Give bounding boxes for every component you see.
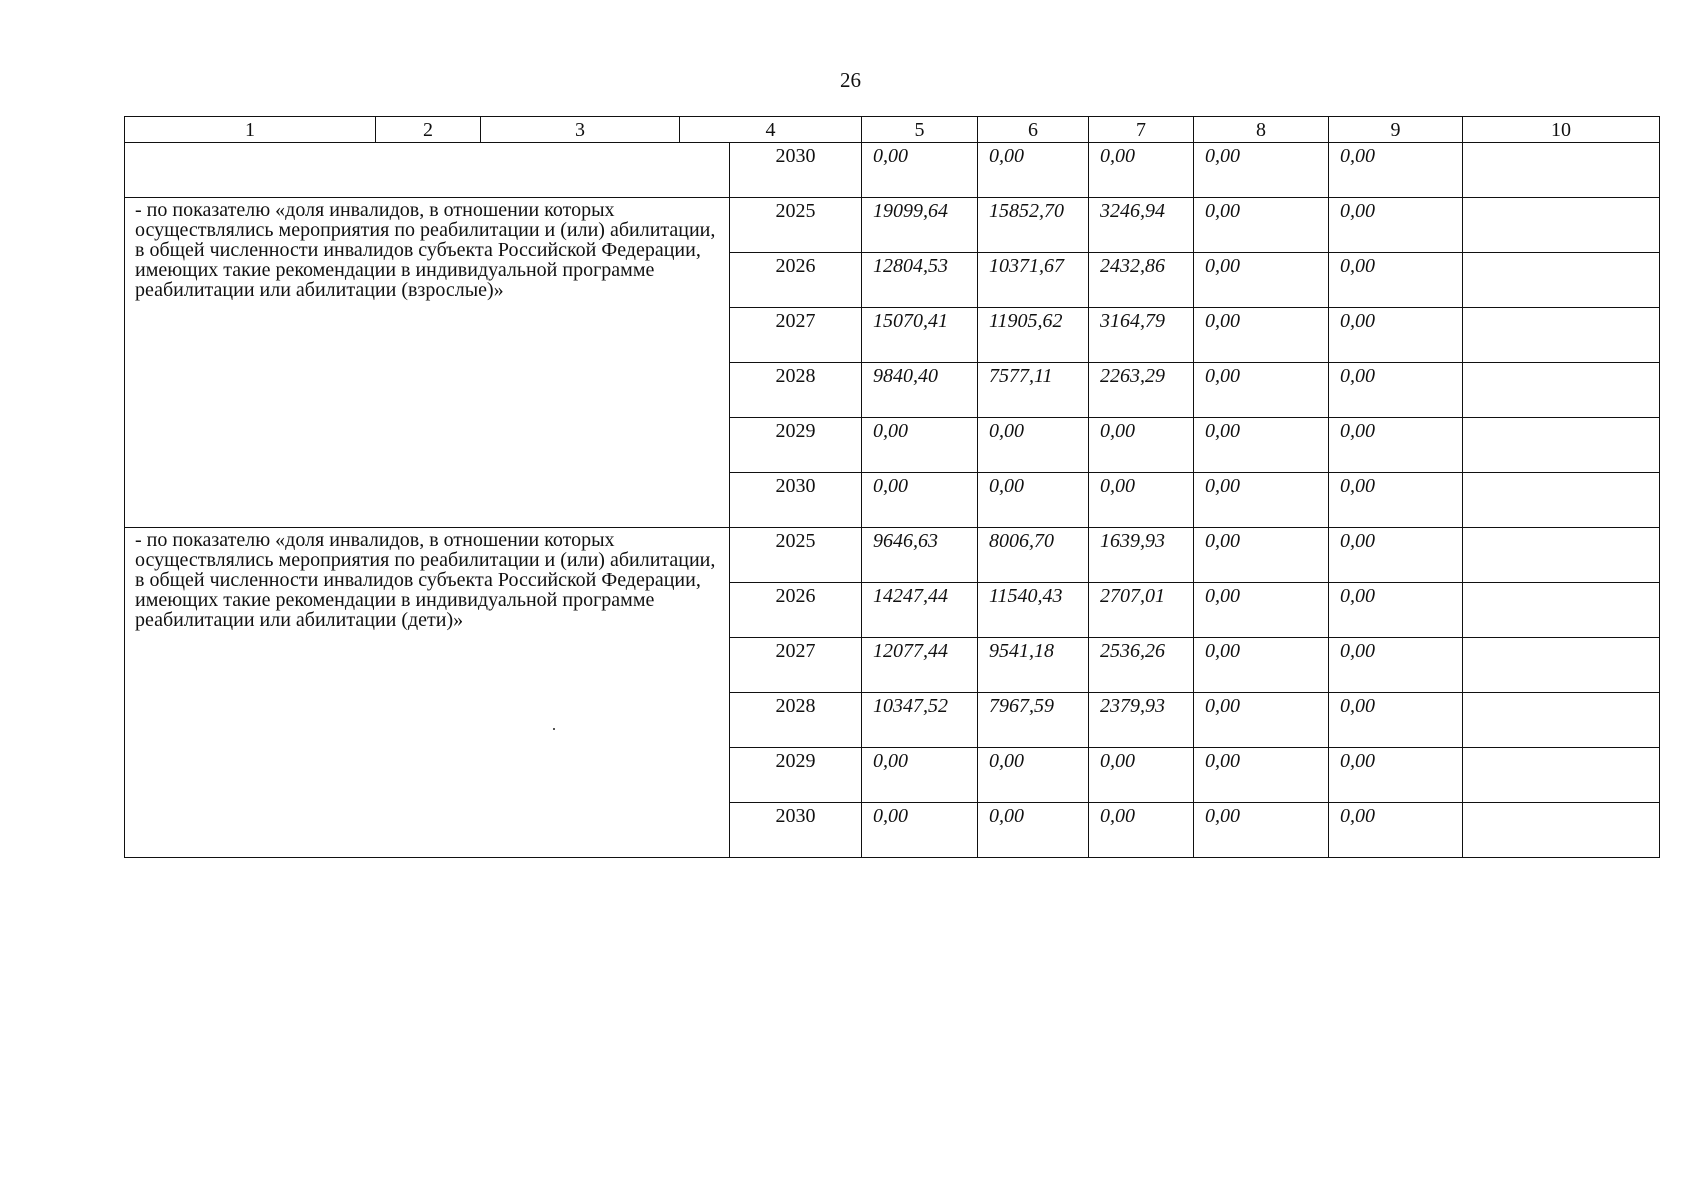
- value-cell-c10: [1463, 528, 1660, 583]
- value-cell-c7: 3246,94: [1089, 198, 1194, 253]
- value-cell-c6: 0,00: [978, 748, 1089, 803]
- indicator-label: - по показателю «доля инвалидов, в отношении которых осуществлялись мероприятия по реабилитации и (или) абилитации, в общей численности инвалидов субъекта Российской Федерации, имеющих такие рекомендации в индивидуальной программе реабилитации или абилитации (дети)»: [125, 528, 730, 858]
- year-cell: 2027: [730, 308, 862, 363]
- value-cell-c9: 0,00: [1329, 363, 1463, 418]
- value-cell-c8: 0,00: [1194, 253, 1329, 308]
- value-cell-c5: 0,00: [862, 473, 978, 528]
- value-cell-c5: 9646,63: [862, 528, 978, 583]
- value-cell-c9: 0,00: [1329, 803, 1463, 858]
- value-cell-c9: 0,00: [1329, 693, 1463, 748]
- year-cell: 2027: [730, 638, 862, 693]
- year-cell: 2030: [730, 143, 862, 198]
- year-cell: 2025: [730, 198, 862, 253]
- value-cell-c9: 0,00: [1329, 748, 1463, 803]
- value-cell-c7: 2536,26: [1089, 638, 1194, 693]
- header-col-1: 1: [125, 117, 376, 143]
- value-cell-c5: 9840,40: [862, 363, 978, 418]
- year-cell: 2028: [730, 363, 862, 418]
- value-cell-c7: 1639,93: [1089, 528, 1194, 583]
- value-cell-c10: [1463, 363, 1660, 418]
- year-cell: 2029: [730, 418, 862, 473]
- value-cell-c5: 0,00: [862, 748, 978, 803]
- value-cell-c8: 0,00: [1194, 748, 1329, 803]
- header-col-5: 5: [862, 117, 978, 143]
- value-cell-c7: 2263,29: [1089, 363, 1194, 418]
- value-cell-c7: 0,00: [1089, 473, 1194, 528]
- value-cell-c8: 0,00: [1194, 803, 1329, 858]
- header-col-3: 3: [481, 117, 680, 143]
- header-col-2: 2: [376, 117, 481, 143]
- value-cell-c10: [1463, 638, 1660, 693]
- value-cell-c5: 0,00: [862, 418, 978, 473]
- header-col-8: 8: [1194, 117, 1329, 143]
- value-cell-c10: [1463, 748, 1660, 803]
- year-cell: 2025: [730, 528, 862, 583]
- value-cell-c10: [1463, 308, 1660, 363]
- value-cell-c7: 2707,01: [1089, 583, 1194, 638]
- value-cell-c9: 0,00: [1329, 308, 1463, 363]
- value-cell-c8: 0,00: [1194, 638, 1329, 693]
- value-cell-c8: 0,00: [1194, 583, 1329, 638]
- value-cell-c6: 11905,62: [978, 308, 1089, 363]
- value-cell-c7: 0,00: [1089, 143, 1194, 198]
- header-col-7: 7: [1089, 117, 1194, 143]
- value-cell-c8: 0,00: [1194, 528, 1329, 583]
- value-cell-c6: 0,00: [978, 803, 1089, 858]
- header-col-4: 4: [680, 117, 862, 143]
- value-cell-c7: 0,00: [1089, 803, 1194, 858]
- value-cell-c7: 0,00: [1089, 748, 1194, 803]
- value-cell-c6: 11540,43: [978, 583, 1089, 638]
- value-cell-c6: 10371,67: [978, 253, 1089, 308]
- value-cell-c7: 2379,93: [1089, 693, 1194, 748]
- value-cell-c6: 7577,11: [978, 363, 1089, 418]
- value-cell-c8: 0,00: [1194, 418, 1329, 473]
- value-cell-c6: 0,00: [978, 473, 1089, 528]
- value-cell-c6: 7967,59: [978, 693, 1089, 748]
- value-cell-c5: 14247,44: [862, 583, 978, 638]
- continuation-label: [125, 143, 730, 198]
- value-cell-c7: 2432,86: [1089, 253, 1194, 308]
- value-cell-c9: 0,00: [1329, 143, 1463, 198]
- value-cell-c8: 0,00: [1194, 198, 1329, 253]
- value-cell-c7: 3164,79: [1089, 308, 1194, 363]
- value-cell-c5: 12077,44: [862, 638, 978, 693]
- value-cell-c10: [1463, 253, 1660, 308]
- year-cell: 2028: [730, 693, 862, 748]
- value-cell-c9: 0,00: [1329, 198, 1463, 253]
- value-cell-c10: [1463, 803, 1660, 858]
- value-cell-c6: 9541,18: [978, 638, 1089, 693]
- header-col-10: 10: [1463, 117, 1660, 143]
- value-cell-c5: 12804,53: [862, 253, 978, 308]
- value-cell-c9: 0,00: [1329, 638, 1463, 693]
- page-number: 26: [840, 68, 861, 92]
- value-cell-c10: [1463, 473, 1660, 528]
- table-row: [125, 528, 1660, 583]
- value-cell-c5: 10347,52: [862, 693, 978, 748]
- value-cell-c10: [1463, 693, 1660, 748]
- year-cell: 2030: [730, 473, 862, 528]
- value-cell-c8: 0,00: [1194, 473, 1329, 528]
- value-cell-c9: 0,00: [1329, 473, 1463, 528]
- header-col-9: 9: [1329, 117, 1463, 143]
- value-cell-c5: 15070,41: [862, 308, 978, 363]
- value-cell-c6: 0,00: [978, 418, 1089, 473]
- value-cell-c9: 0,00: [1329, 253, 1463, 308]
- column-number-header-row: [125, 117, 1660, 143]
- value-cell-c5: 0,00: [862, 143, 978, 198]
- value-cell-c9: 0,00: [1329, 418, 1463, 473]
- value-cell-c6: 15852,70: [978, 198, 1089, 253]
- value-cell-c7: 0,00: [1089, 418, 1194, 473]
- value-cell-c8: 0,00: [1194, 143, 1329, 198]
- value-cell-c8: 0,00: [1194, 693, 1329, 748]
- value-cell-c8: 0,00: [1194, 363, 1329, 418]
- value-cell-c6: 8006,70: [978, 528, 1089, 583]
- value-cell-c10: [1463, 143, 1660, 198]
- budget-table: [124, 116, 1660, 858]
- value-cell-c9: 0,00: [1329, 583, 1463, 638]
- value-cell-c6: 0,00: [978, 143, 1089, 198]
- value-cell-c5: 0,00: [862, 803, 978, 858]
- value-cell-c10: [1463, 198, 1660, 253]
- scan-speck: [553, 728, 555, 730]
- indicator-label: - по показателю «доля инвалидов, в отношении которых осуществлялись мероприятия по реабилитации и (или) абилитации, в общей численности инвалидов субъекта Российской Федерации, имеющих такие рекомендации в индивидуальной программе реабилитации или абилитации (взрослые)»: [125, 198, 730, 528]
- table-row: [125, 198, 1660, 253]
- value-cell-c10: [1463, 418, 1660, 473]
- value-cell-c9: 0,00: [1329, 528, 1463, 583]
- year-cell: 2026: [730, 253, 862, 308]
- value-cell-c10: [1463, 583, 1660, 638]
- year-cell: 2030: [730, 803, 862, 858]
- year-cell: 2029: [730, 748, 862, 803]
- year-cell: 2026: [730, 583, 862, 638]
- header-col-6: 6: [978, 117, 1089, 143]
- value-cell-c5: 19099,64: [862, 198, 978, 253]
- table-row: [125, 143, 1660, 198]
- value-cell-c8: 0,00: [1194, 308, 1329, 363]
